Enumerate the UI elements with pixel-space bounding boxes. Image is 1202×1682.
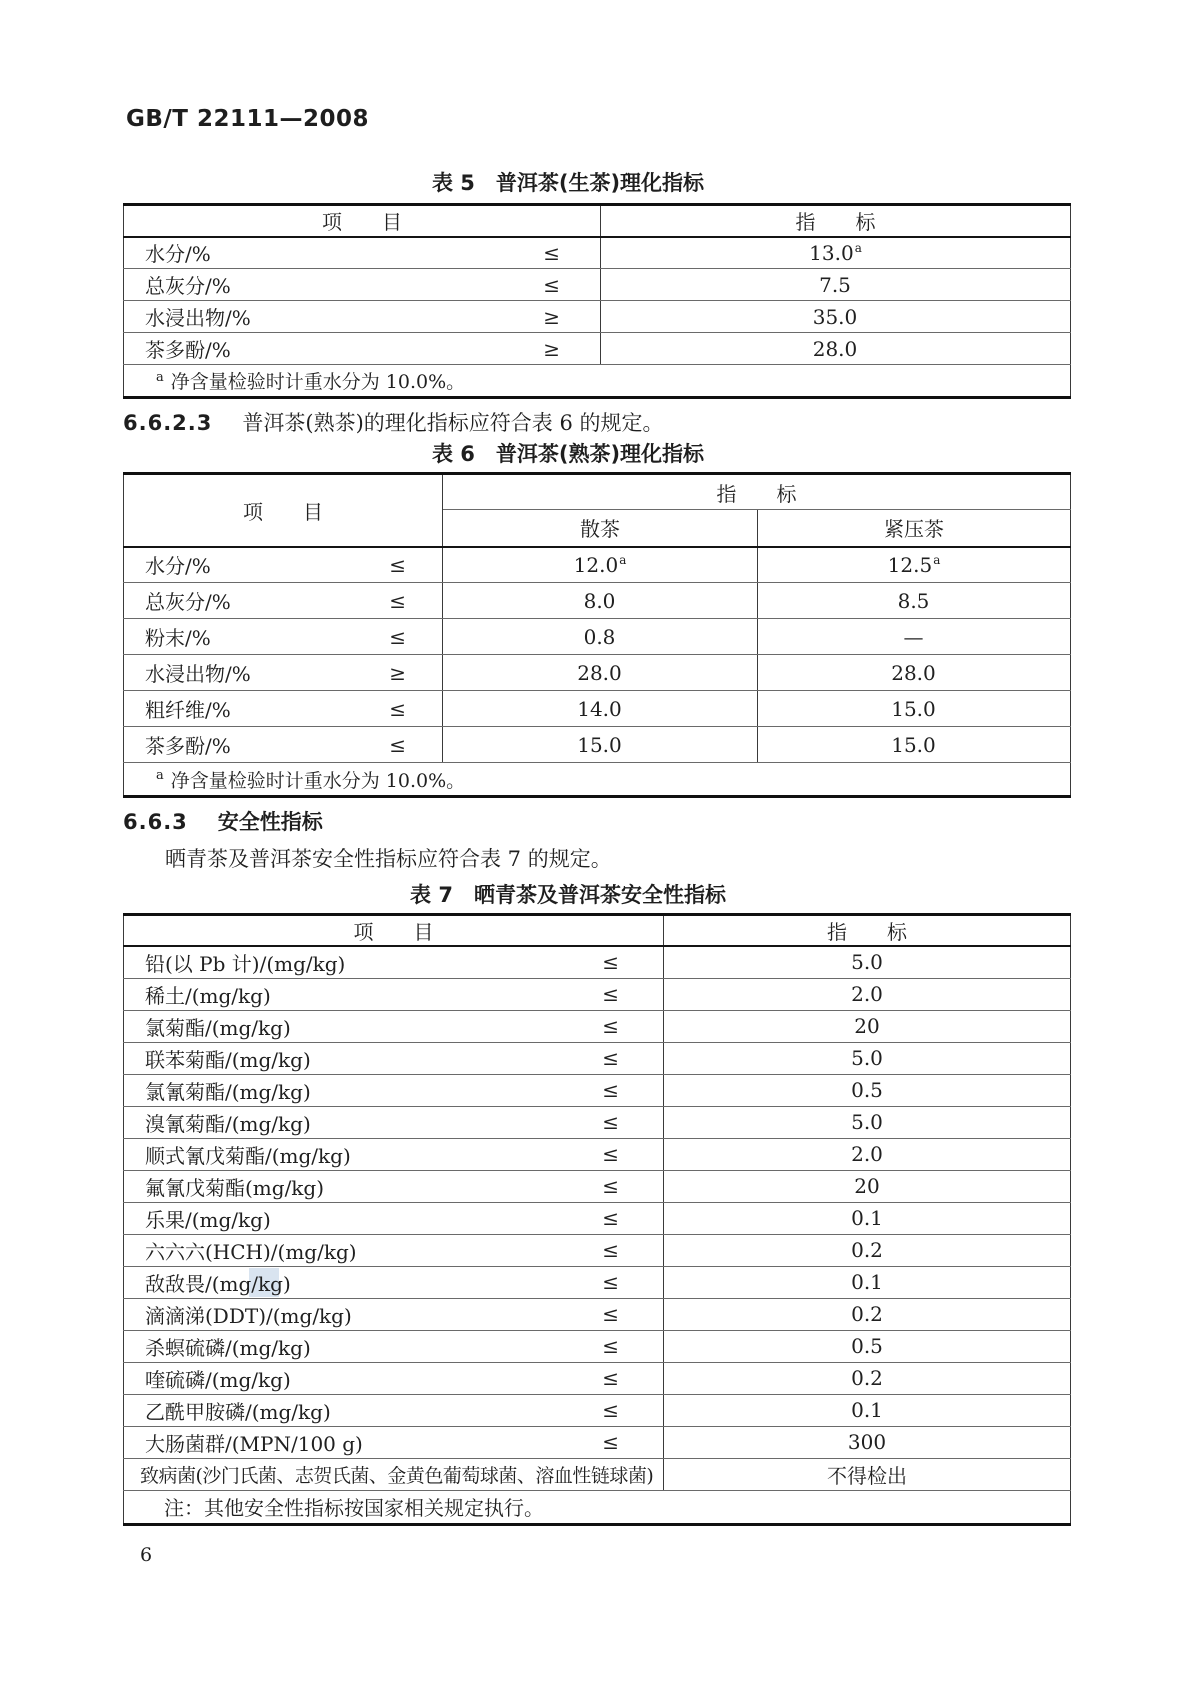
- section-heading: 安全性指标: [217, 810, 323, 834]
- comparison-operator: ≤: [602, 1174, 619, 1198]
- item-label: 致病菌(沙门氏菌、志贺氏菌、金黄色葡萄球菌、溶血性链球菌): [140, 1464, 654, 1487]
- value: 28.0: [577, 660, 622, 685]
- table5-title: 表 5 普洱茶(生茶)理化指标: [431, 171, 705, 195]
- comparison-operator: ≤: [602, 950, 619, 975]
- value: 2.0: [664, 1138, 1071, 1170]
- value: 0.2: [664, 1362, 1071, 1394]
- table-row: [124, 946, 1071, 978]
- table-row: [124, 1170, 1071, 1202]
- footnote-text: 净含量检验时计重水分为 10.0%。: [170, 769, 466, 792]
- column-header-index: 指 标: [601, 205, 1071, 237]
- value: 15.0: [891, 696, 936, 721]
- table5-header-row: [124, 205, 1071, 237]
- table-row: [124, 301, 1071, 333]
- clause-6-6-2-3: [123, 407, 664, 437]
- value: 35.0: [812, 304, 858, 329]
- comparison-operator: ≤: [543, 272, 560, 297]
- table-row: [124, 333, 1071, 365]
- value: 0.2: [664, 1298, 1071, 1330]
- item-label: 氟氰戊菊酯(mg/kg): [145, 1175, 325, 1200]
- item-label: 水浸出物/%: [145, 662, 251, 686]
- table6-header-row1: [124, 474, 1071, 510]
- footnote-text: 净含量检验时计重水分为 10.0%。: [170, 371, 466, 393]
- column-header-index: 指 标: [664, 915, 1071, 947]
- table-row: [124, 1298, 1071, 1330]
- item-label: 敌敌畏/(mg/kg): [145, 1271, 291, 1296]
- clause-number: 6.6.3: [123, 810, 188, 834]
- comparison-operator: ≤: [389, 696, 406, 721]
- value: 0.2: [664, 1234, 1071, 1266]
- item-label: 六六六(HCH)/(mg/kg): [145, 1239, 357, 1264]
- table-row: [124, 1202, 1071, 1234]
- item-label: 乐果/(mg/kg): [145, 1207, 271, 1232]
- value: 0.1: [664, 1202, 1071, 1234]
- table-note: 注：其他安全性指标按国家相关规定执行。: [124, 1490, 1071, 1524]
- value-superscript: a: [854, 241, 862, 256]
- comparison-operator: ≤: [602, 1334, 619, 1358]
- value: 8.0: [583, 588, 616, 613]
- table7-note-row: [124, 1490, 1071, 1524]
- table-row: [124, 619, 1071, 655]
- comparison-operator: ≤: [389, 624, 406, 649]
- value: —: [903, 624, 924, 649]
- value: 0.8: [583, 624, 616, 649]
- item-label: 喹硫磷/(mg/kg): [145, 1367, 291, 1392]
- comparison-operator: ≤: [602, 1270, 619, 1294]
- value: 5.0: [664, 1106, 1071, 1138]
- table-row: [124, 1426, 1071, 1458]
- table-row: [124, 1362, 1071, 1394]
- comparison-operator: ≤: [602, 1206, 619, 1230]
- table6-footnote-row: [124, 763, 1071, 797]
- value: 2.0: [664, 978, 1071, 1010]
- comparison-operator: ≤: [602, 1078, 619, 1102]
- comparison-operator: ≤: [602, 982, 619, 1006]
- item-label: 溴氰菊酯/(mg/kg): [145, 1111, 311, 1136]
- table6: [123, 472, 1070, 798]
- value: 0.1: [664, 1266, 1071, 1298]
- value: 15.0: [891, 732, 936, 757]
- value: 不得检出: [664, 1458, 1071, 1490]
- table-row: [124, 1074, 1071, 1106]
- comparison-operator: ≤: [602, 1398, 619, 1422]
- value: 12.5: [887, 552, 933, 577]
- table-row: [124, 978, 1071, 1010]
- item-label: 总灰分/%: [145, 274, 231, 298]
- value: 14.0: [577, 696, 622, 721]
- table-row: [124, 655, 1071, 691]
- comparison-operator: ≤: [602, 1110, 619, 1134]
- column-header-item: 项 目: [124, 474, 443, 547]
- item-label: 水分/%: [145, 242, 211, 267]
- column-header-item: 项 目: [124, 915, 664, 947]
- table-row: [124, 1010, 1071, 1042]
- page-number: 6: [140, 1544, 153, 1566]
- table-row: [124, 1138, 1071, 1170]
- value-superscript: a: [619, 553, 627, 568]
- value: 8.5: [897, 588, 930, 613]
- column-header-item: 项 目: [124, 205, 601, 237]
- table-row: [124, 237, 1071, 269]
- column-header-index: 指 标: [443, 474, 1071, 510]
- table7-title: 表 7 晒青茶及普洱茶安全性指标: [410, 883, 726, 907]
- value: 0.5: [664, 1074, 1071, 1106]
- value: 7.5: [819, 272, 851, 297]
- table-row: [124, 583, 1071, 619]
- comparison-operator: ≤: [543, 240, 560, 265]
- item-label: 水分/%: [145, 554, 211, 579]
- item-label: 稀土/(mg/kg): [145, 983, 271, 1008]
- value: 12.0: [573, 552, 619, 577]
- comparison-operator: ≤: [602, 1238, 619, 1262]
- comparison-operator: ≤: [602, 1046, 619, 1070]
- comparison-operator: ≤: [602, 1366, 619, 1390]
- item-label: 粗纤维/%: [145, 698, 231, 722]
- table7: [123, 913, 1070, 1526]
- item-label: 顺式氰戊菊酯/(mg/kg): [145, 1143, 351, 1168]
- clause-text: 普洱茶(熟茶)的理化指标应符合表 6 的规定。: [242, 411, 664, 435]
- table-row: [124, 1330, 1071, 1362]
- item-label: 联苯菊酯/(mg/kg): [145, 1047, 311, 1072]
- item-label: 大肠菌群/(MPN/100 g): [145, 1431, 363, 1456]
- table6-title: 表 6 普洱茶(熟茶)理化指标: [431, 442, 705, 466]
- value: 300: [664, 1426, 1071, 1458]
- value: 20: [664, 1010, 1071, 1042]
- item-label: 茶多酚/%: [145, 734, 231, 758]
- item-label: 水浸出物/%: [145, 306, 251, 330]
- comparison-operator: ≤: [602, 1302, 619, 1326]
- item-label: 总灰分/%: [145, 590, 231, 614]
- footnote-marker: a: [156, 768, 164, 784]
- value: 13.0: [809, 240, 854, 265]
- item-label: 滴滴涕(DDT)/(mg/kg): [145, 1303, 352, 1328]
- comparison-operator: ≤: [389, 552, 406, 577]
- value: 15.0: [577, 732, 622, 757]
- table-row: [124, 1042, 1071, 1074]
- comparison-operator: ≤: [389, 732, 406, 757]
- value-superscript: a: [933, 553, 941, 568]
- item-label: 氯菊酯/(mg/kg): [145, 1015, 291, 1040]
- value: 5.0: [664, 946, 1071, 978]
- comparison-operator: ≥: [543, 336, 560, 361]
- table-row: [124, 1106, 1071, 1138]
- table5-footnote-row: [124, 365, 1071, 398]
- item-label: 粉末/%: [145, 626, 211, 650]
- value: 0.1: [664, 1394, 1071, 1426]
- value: 0.5: [664, 1330, 1071, 1362]
- table-row: [124, 727, 1071, 763]
- table-row-pathogens: [124, 1458, 1071, 1490]
- item-label: 杀螟硫磷/(mg/kg): [145, 1335, 311, 1360]
- table-row: [124, 547, 1071, 583]
- item-label: 茶多酚/%: [145, 338, 231, 362]
- column-header-compressed-tea: 紧压茶: [758, 510, 1071, 547]
- comparison-operator: ≤: [602, 1430, 619, 1454]
- table7-header-row: [124, 915, 1071, 947]
- body-paragraph: 晒青茶及普洱茶安全性指标应符合表 7 的规定。: [165, 847, 612, 871]
- item-label: 氯氰菊酯/(mg/kg): [145, 1079, 311, 1104]
- table-row-dichlorvos: [124, 1266, 1071, 1298]
- standard-code: GB/T 22111—2008: [126, 106, 370, 132]
- item-label: 乙酰甲胺磷/(mg/kg): [145, 1399, 331, 1424]
- comparison-operator: ≤: [602, 1142, 619, 1166]
- table-row: [124, 691, 1071, 727]
- comparison-operator: ≥: [389, 660, 406, 685]
- value: 20: [664, 1170, 1071, 1202]
- footnote-marker: a: [156, 369, 164, 385]
- comparison-operator: ≥: [543, 304, 560, 329]
- item-label: 铅(以 Pb 计)/(mg/kg): [145, 951, 346, 976]
- value: 28.0: [812, 336, 858, 361]
- clause-number: 6.6.2.3: [123, 411, 213, 435]
- clause-6-6-3: [123, 806, 323, 836]
- value: 28.0: [891, 660, 936, 685]
- column-header-loose-tea: 散茶: [443, 510, 758, 547]
- comparison-operator: ≤: [389, 588, 406, 613]
- table5: [123, 203, 1070, 399]
- comparison-operator: ≤: [602, 1014, 619, 1038]
- table-row: [124, 1394, 1071, 1426]
- table-row: [124, 1234, 1071, 1266]
- value: 5.0: [664, 1042, 1071, 1074]
- table-row: [124, 269, 1071, 301]
